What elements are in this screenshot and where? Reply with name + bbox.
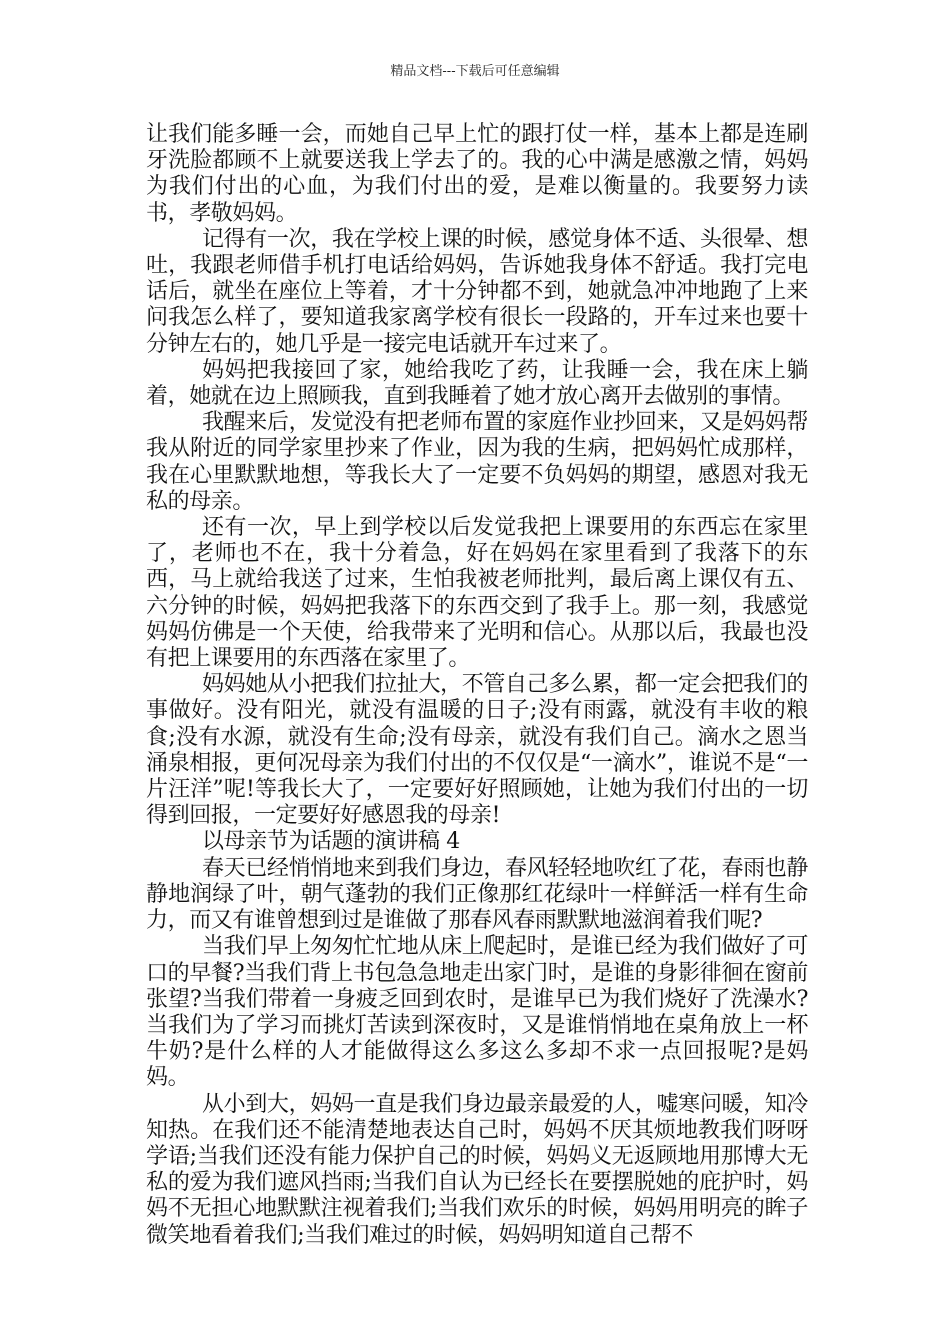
paragraph: 妈妈她从小把我们拉扯大，不管自己多么累，都一定会把我们的事做好。没有阳光，就没有温暖的日子;没有雨露，就没有丰收的粮食;没有水源，就没有生命;没有母亲，就没有我们自己。滴水之恩当涌泉相报，更何况母亲为我们付出的不仅仅是“一滴水”，谁说不是“一片汪洋”呢!等我长大了，一定要好好照顾她，让她为我们付出的一切得到回报，一定要好好感恩我的母亲! (146, 672, 808, 829)
paragraph: 春天已经悄悄地来到我们身边，春风轻轻地吹红了花，春雨也静静地润绿了叶，朝气蓬勃的我们正像那红花绿叶一样鲜活一样有生命力，而又有谁曾想到过是谁做了那春风春雨默默地滋润着我们呢? (146, 855, 808, 934)
paragraph: 从小到大，妈妈一直是我们身边最亲最爱的人，嘘寒问暖，知冷知热。在我们还不能清楚地表达自己时，妈妈不厌其烦地教我们呀呀学语;当我们还没有能力保护自己的时候，妈妈义无返顾地用那博大无私的爱为我们遮风挡雨;当我们自认为已经长在要摆脱她的庇护时，妈妈不无担心地默默注视着我们;当我们欢乐的时候，妈妈用明亮的眸子微笑地看着我们;当我们难过的时候，妈妈明知道自己帮不 (146, 1091, 808, 1248)
paragraph: 当我们早上匆匆忙忙地从床上爬起时，是谁已经为我们做好了可口的早餐?当我们背上书包急急地走出家门时，是谁的身影徘徊在窗前张望?当我们带着一身疲乏回到农时，是谁早已为我们烧好了洗澡水?当我们为了学习而挑灯苦读到深夜时，又是谁悄悄地在桌角放上一杯牛奶?是什么样的人才能做得这么多这么多却不求一点回报呢?是妈妈。 (146, 934, 808, 1091)
paragraph: 记得有一次，我在学校上课的时候，感觉身体不适、头很晕、想吐，我跟老师借手机打电话给妈妈，告诉她我身体不舒适。我打完电话后，就坐在座位上等着，才十分钟都不到，她就急冲冲地跑了上来问我怎么样了，要知道我家离学校有很长一段路的，开车过来也要十分钟左右的，她几乎是一接完电话就开车过来了。 (146, 226, 808, 357)
page-header: 精品文档---下载后可任意编辑 (390, 64, 560, 79)
paragraph: 我醒来后，发觉没有把老师布置的家庭作业抄回来，又是妈妈帮我从附近的同学家里抄来了作业，因为我的生病，把妈妈忙成那样，我在心里默默地想，等我长大了一定要不负妈妈的期望，感恩对我无私的母亲。 (146, 410, 808, 514)
paragraph-continued: 让我们能多睡一会，而她自己早上忙的跟打仗一样，基本上都是连刷牙洗脸都顾不上就要送我上学去了的。我的心中满是感激之情，妈妈为我们付出的心血，为我们付出的爱，是难以衡量的。我要努力读书，孝敬妈妈。 (146, 122, 808, 226)
paragraph: 妈妈把我接回了家，她给我吃了药，让我睡一会，我在床上躺着，她就在边上照顾我，直到我睡着了她才放心离开去做别的事情。 (146, 357, 808, 410)
section-heading: 以母亲节为话题的演讲稿 4 (202, 829, 460, 855)
paragraph: 还有一次，早上到学校以后发觉我把上课要用的东西忘在家里了，老师也不在，我十分着急，好在妈妈在家里看到了我落下的东西，马上就给我送了过来，生怕我被老师批判，最后离上课仅有五、六分钟的时候，妈妈把我落下的东西交到了我手上。那一刻，我感觉妈妈仿佛是一个天使，给我带来了光明和信心。从那以后，我最也没有把上课要用的东西落在家里了。 (146, 515, 808, 672)
document-body (146, 122, 808, 1249)
